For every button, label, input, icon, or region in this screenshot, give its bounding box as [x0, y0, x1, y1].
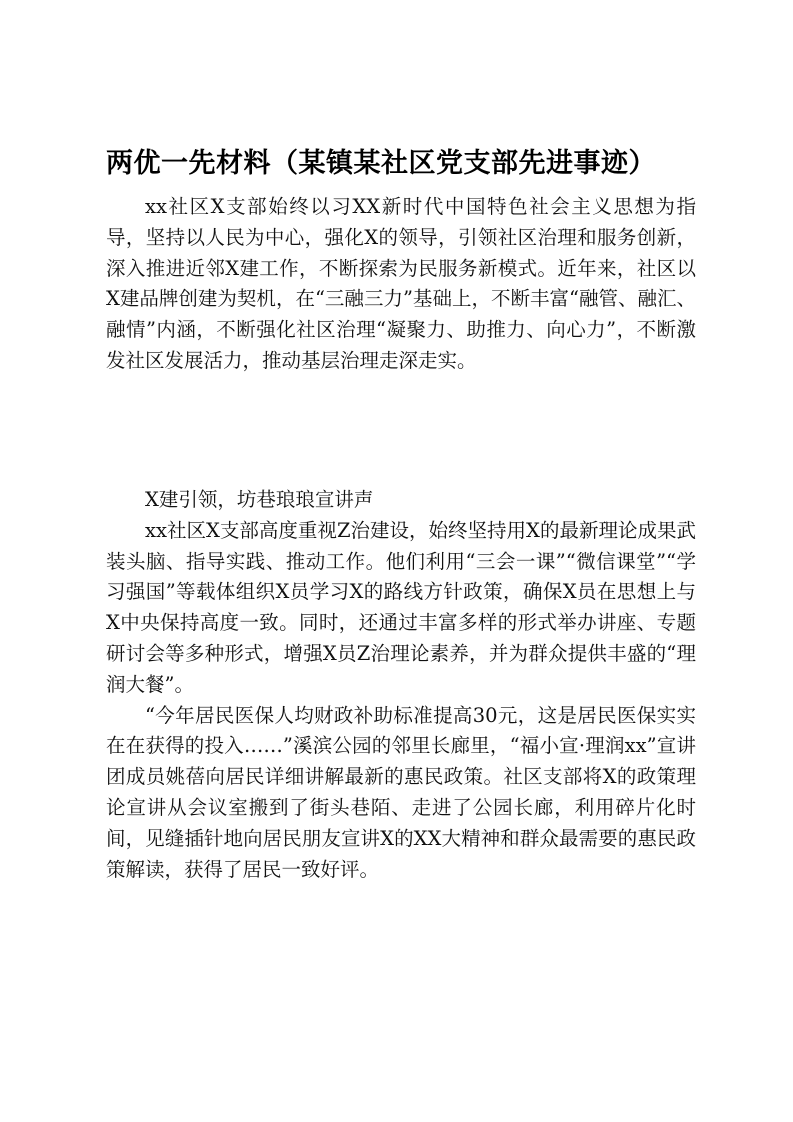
- document-title: 两优一先材料（某镇某社区党支部先进事迹）: [106, 148, 656, 179]
- intro-section: [106, 192, 696, 377]
- section-party-building: [106, 485, 696, 885]
- section-paragraph: xx社区X支部高度重视Z治建设，始终坚持用X的最新理论成果武装头脑、指导实践、推动工作。他们利用“三会一课”“微信课堂”“学习强国”等载体组织X员学习X的路线方针政策，确保X员在思想上与X中央保持高度一致。同时，还通过丰富多样的形式举办讲座、专题研讨会等多种形式，增强X员Z治理论素养，并为群众提供丰盛的“理润大餐”。: [106, 518, 696, 696]
- intro-paragraph: xx社区X支部始终以习XX新时代中国特色社会主义思想为指导，坚持以人民为中心，强化X的领导，引领社区治理和服务创新，深入推进近邻X建工作，不断探索为民服务新模式。近年来，社区以X建品牌创建为契机，在“三融三力”基础上，不断丰富“融管、融汇、融情”内涵，不断强化社区治理“凝聚力、助推力、向心力”，不断激发社区发展活力，推动基层治理走深走实。: [106, 195, 696, 372]
- section-heading: X建引领，坊巷琅琅宣讲声: [145, 488, 374, 511]
- section-paragraph: “今年居民医保人均财政补助标准提高30元，这是居民医保实实在在获得的投入……”溪滨公园的邻里长廊里，“福小宣·理润xx”宣讲团成员姚蓓向居民详细讲解最新的惠民政策。社区支部将X的政策理论宣讲从会议室搬到了街头巷陌、走进了公园长廊，利用碎片化时间，见缝插针地向居民朋友宣讲X的XX大精神和群众最需要的惠民政策解读，获得了居民一致好评。: [106, 703, 696, 881]
